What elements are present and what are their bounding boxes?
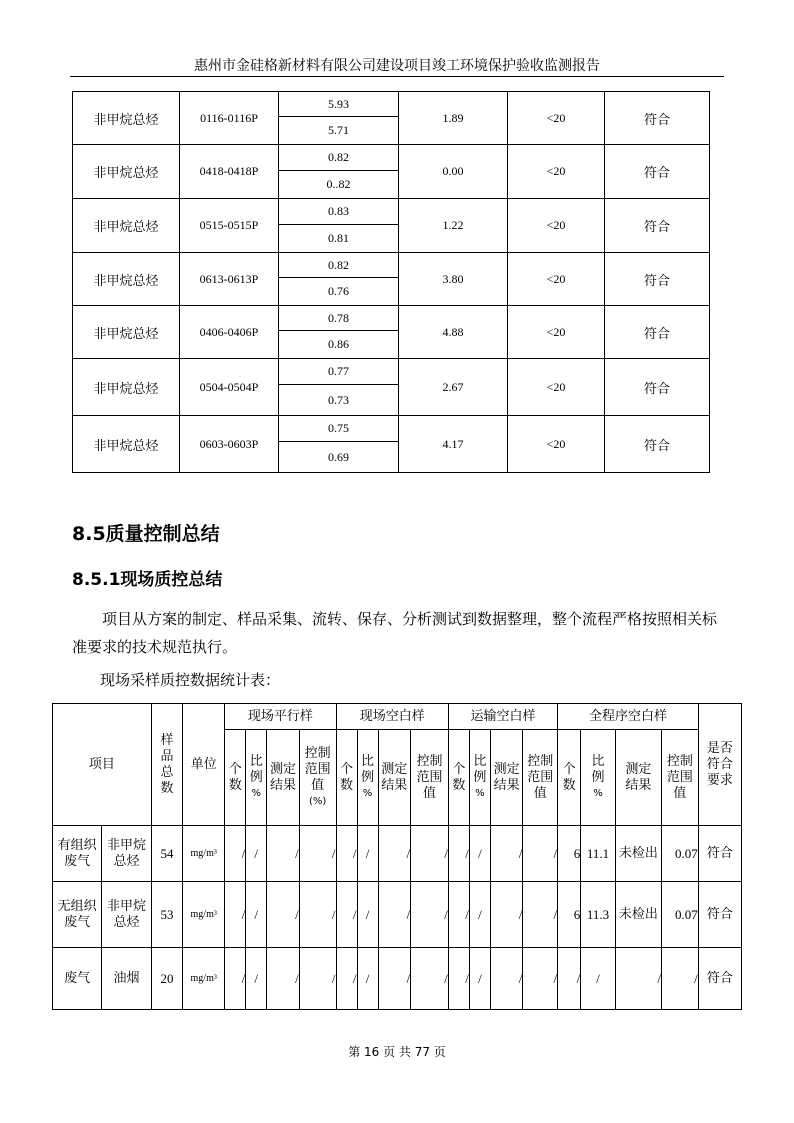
result-value: 符合 [605,145,710,199]
header-unit: 单位 [183,704,225,826]
result-value: 符合 [605,92,710,145]
sub-ratio-3-pct: % [475,787,485,799]
row-item: 非甲烷总烃 [102,882,151,948]
deviation-value: 0.00 [399,145,508,199]
value-2: 0.76 [279,278,399,306]
header-comply-text: 是否符合要求 [706,740,733,788]
sample-code: 0406-0406P [180,306,279,359]
result-value: 符合 [605,416,710,473]
row-cell: / [523,826,558,882]
pollutant-name: 非甲烷总烃 [73,416,180,473]
value-2: 0.73 [279,385,399,416]
table-row [73,253,710,278]
row-cell: / [662,948,699,1010]
sub-count-2-text: 个数 [340,761,354,793]
row-cell: 11.1 [581,826,616,882]
row-cell: / [246,882,267,948]
row-cell: / [267,882,300,948]
sample-code: 0613-0613P [180,253,279,306]
row-count: 54 [151,826,183,882]
sub-ratio-4-pct: % [593,787,603,799]
row-cell: 6 [558,882,581,948]
row-cell: / [469,826,490,882]
table-row [73,145,710,171]
value-1: 0.75 [279,416,399,442]
qc-statistics-table [52,703,742,1010]
row-item: 油烟 [102,948,151,1010]
limit-value: <20 [508,199,605,253]
row-category: 无组织废气 [53,882,102,948]
row-category: 废气 [53,948,102,1010]
deviation-value: 1.89 [399,92,508,145]
value-2: 0.81 [279,225,399,253]
row-cell: / [615,948,661,1010]
sub-measure-4-text: 测定结果 [625,761,652,793]
row-cell: / [469,882,490,948]
limit-value: <20 [508,416,605,473]
sub-count-2 [336,730,357,826]
deviation-value: 2.67 [399,359,508,416]
deviation-value: 1.22 [399,199,508,253]
result-value: 符合 [605,253,710,306]
result-value: 符合 [605,306,710,359]
row-cell: / [411,826,449,882]
sample-code: 0603-0603P [180,416,279,473]
row-cell: / [357,882,378,948]
row-cell: / [225,948,246,1010]
value-1: 0.83 [279,199,399,225]
row-cell: / [357,948,378,1010]
sub-ratio-1-text: 比例 [249,753,263,785]
value-2: 0..82 [279,171,399,199]
header-item: 项目 [53,704,152,826]
row-cell: / [357,826,378,882]
row-cell: / [246,826,267,882]
sub-ratio-2-text: 比例 [361,753,375,785]
row-cell: / [225,826,246,882]
monitoring-results-table [72,91,710,473]
row-item: 非甲烷总烃 [102,826,151,882]
row-cell: / [378,826,411,882]
row-cell: / [411,882,449,948]
value-2: 0.69 [279,442,399,473]
sub-range-4-text: 控制范围值 [666,753,693,801]
row-cell: 未检出 [615,826,661,882]
sub-count-3 [448,730,469,826]
sub-range-4 [662,730,699,826]
pollutant-name: 非甲烷总烃 [73,306,180,359]
row-comply: 符合 [698,826,741,882]
row-comply: 符合 [698,882,741,948]
header-group-3: 运输空白样 [448,704,557,730]
row-cell: 未检出 [615,882,661,948]
row-cell: / [469,948,490,1010]
sub-count-4-text: 个数 [562,761,576,793]
row-cell: / [490,826,523,882]
pollutant-name: 非甲烷总烃 [73,199,180,253]
sub-measure-4 [615,730,661,826]
sub-count-4 [558,730,581,826]
row-cell: / [490,882,523,948]
row-cell: / [448,882,469,948]
row-cell: / [581,948,616,1010]
header-group-1: 现场平行样 [225,704,336,730]
sub-measure-1-text: 测定结果 [269,761,296,793]
result-value: 符合 [605,359,710,416]
subsection-title: 8.5.1现场质控总结 [72,570,223,590]
sub-measure-3-text: 测定结果 [493,761,520,793]
row-cell: / [336,826,357,882]
sample-code: 0116-0116P [180,92,279,145]
header-comply [698,704,741,826]
row-count: 53 [151,882,183,948]
row-cell: / [336,948,357,1010]
row-cell: / [378,948,411,1010]
sub-count-1-text: 个数 [228,761,242,793]
row-cell: / [299,948,336,1010]
header-divider [70,76,724,77]
pollutant-name: 非甲烷总烃 [73,253,180,306]
sub-ratio-1-pct: % [251,787,261,799]
value-2: 0.86 [279,331,399,359]
table-row [73,416,710,442]
sub-ratio-2-pct: % [362,787,373,799]
sub-ratio-4 [581,730,616,826]
limit-value: <20 [508,359,605,416]
row-cell: / [448,826,469,882]
row-unit: mg/m³ [183,948,225,1010]
deviation-value: 3.80 [399,253,508,306]
page-header: 惠州市金硅格新材料有限公司建设项目竣工环境保护验收监测报告 [194,58,600,74]
sub-range-3-text: 控制范围值 [527,753,554,801]
table-row [53,882,742,948]
sample-code: 0515-0515P [180,199,279,253]
table-row [53,826,742,882]
row-unit: mg/m³ [183,882,225,948]
pollutant-name: 非甲烷总烃 [73,359,180,416]
row-cell: / [336,882,357,948]
value-1: 0.77 [279,359,399,385]
table-row [73,92,710,117]
pollutant-name: 非甲烷总烃 [73,145,180,199]
row-cell: 11.3 [581,882,616,948]
deviation-value: 4.17 [399,416,508,473]
row-category: 有组织废气 [53,826,102,882]
limit-value: <20 [508,306,605,359]
sub-range-3 [523,730,558,826]
table-row [73,199,710,225]
body-paragraph: 项目从方案的制定、样品采集、流转、保存、分析测试到数据整理，整个流程严格按照相关标准要求的技术规范执行。 [72,610,718,656]
sub-count-1 [225,730,246,826]
limit-value: <20 [508,145,605,199]
row-cell: / [490,948,523,1010]
sample-code: 0418-0418P [180,145,279,199]
sub-range-2-text: 控制范围值 [416,753,443,801]
table-caption: 现场采样质控数据统计表： [100,671,281,689]
limit-value: <20 [508,253,605,306]
header-group-2: 现场空白样 [336,704,448,730]
sub-measure-1 [267,730,300,826]
row-cell: 0.07 [662,826,699,882]
row-cell: / [411,948,449,1010]
row-cell: / [299,882,336,948]
sub-measure-2 [378,730,411,826]
row-cell: / [523,882,558,948]
value-1: 0.82 [279,145,399,171]
header-sample-count [151,704,183,826]
sub-ratio-3-text: 比例 [473,753,487,785]
header-group-4: 全程序空白样 [558,704,699,730]
header-sample-count-text: 样品总数 [160,732,174,796]
sub-ratio-3 [469,730,490,826]
sub-ratio-1 [246,730,267,826]
row-count: 20 [151,948,183,1010]
value-1: 0.82 [279,253,399,278]
sub-ratio-2 [357,730,378,826]
pollutant-name: 非甲烷总烃 [73,92,180,145]
sub-range-1 [299,730,336,826]
row-cell: / [378,882,411,948]
row-cell: / [267,948,300,1010]
row-cell: / [558,948,581,1010]
sub-range-2 [411,730,449,826]
value-1: 0.78 [279,306,399,331]
page-footer: 第 16 页 共 77 页 [348,1045,446,1059]
value-1: 5.93 [279,92,399,117]
row-cell: / [299,826,336,882]
sub-ratio-4-text: 比例 [591,753,605,785]
table-row [73,306,710,331]
table-row [73,359,710,385]
sub-count-3-text: 个数 [452,761,466,793]
value-2: 5.71 [279,117,399,145]
sub-measure-2-text: 测定结果 [381,761,408,793]
limit-value: <20 [508,92,605,145]
row-unit: mg/m³ [183,826,225,882]
deviation-value: 4.88 [399,306,508,359]
sample-code: 0504-0504P [180,359,279,416]
row-cell: 6 [558,826,581,882]
row-comply: 符合 [698,948,741,1010]
sub-range-1-text: 控制范围值 [304,745,331,793]
row-cell: / [448,948,469,1010]
sub-range-1-unit: (%) [308,795,327,807]
row-cell: / [267,826,300,882]
row-cell: 0.07 [662,882,699,948]
table-row [53,948,742,1010]
row-cell: / [246,948,267,1010]
row-cell: / [523,948,558,1010]
section-title: 8.5质量控制总结 [72,523,220,545]
sub-measure-3 [490,730,523,826]
row-cell: / [225,882,246,948]
result-value: 符合 [605,199,710,253]
